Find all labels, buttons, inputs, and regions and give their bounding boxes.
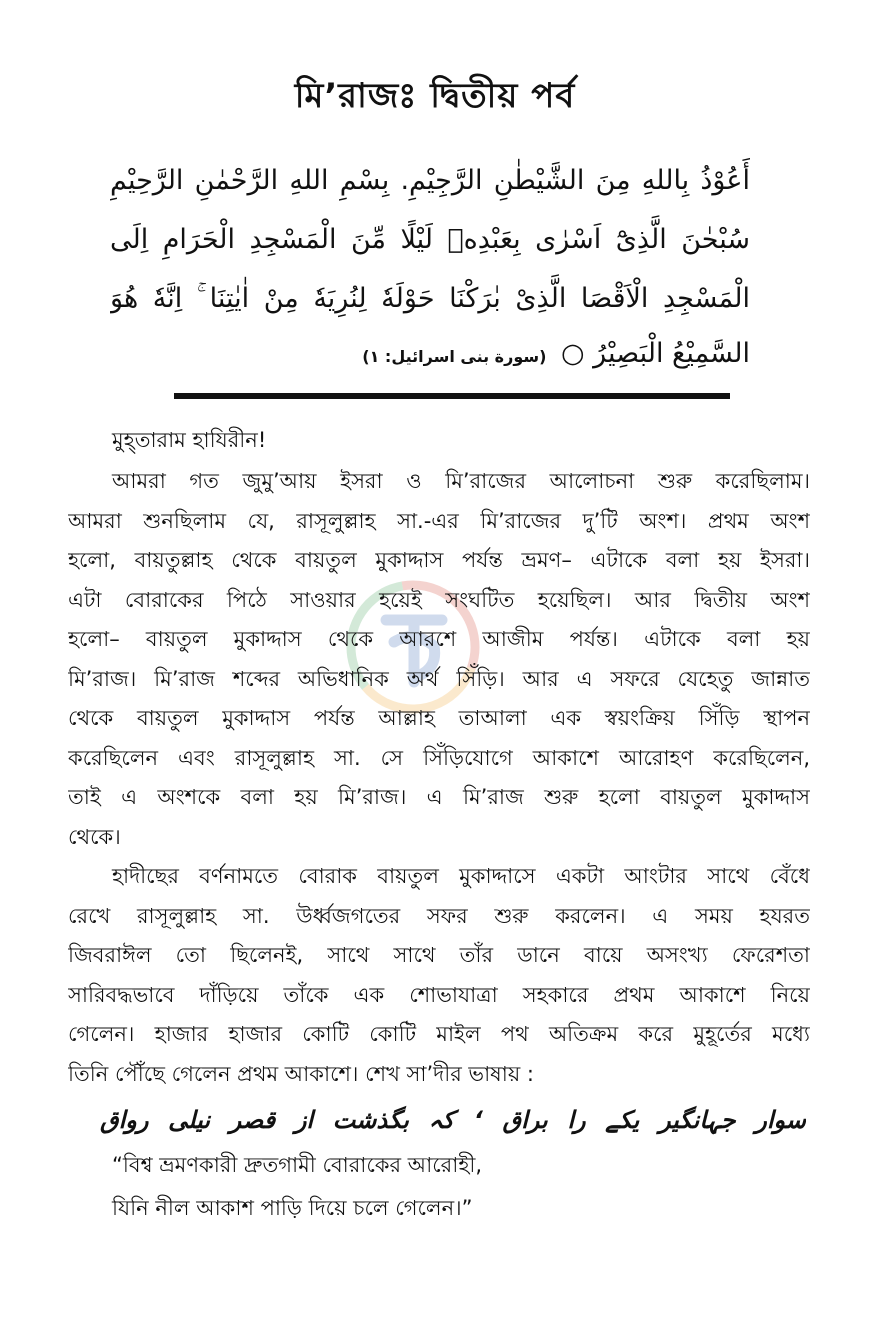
section-divider xyxy=(174,393,730,399)
paragraph-2 xyxy=(68,857,810,1094)
translation-line-2: যিনি নীল আকাশ পাড়ি দিয়ে চলে গেলেন।” xyxy=(112,1196,473,1220)
paragraph-line: রেখে রাসূলুল্লাহ সা. উর্ধ্বজগতের সফর শুরু করলেন। এ সময় হযরত xyxy=(68,903,810,928)
arabic-verse-line-4 xyxy=(110,325,750,386)
paragraph-line: এটা বোরাকের পিঠে সাওয়ার হয়েই সংঘটিত হয়েছিল। আর দ্বিতীয় অংশ xyxy=(68,587,810,612)
arabic-verse-line-3: الْمَسْجِدِ الْاَقْصَا الَّذِىْ بٰرَكْنَا حَوْلَهٗ لِنُرِيَهٗ مِنْ اٰيٰتِنَا ۚ اِنَّهٗ هُوَ xyxy=(110,283,750,314)
paragraph-line: তিনি পৌঁছে গেলেন প্রথম আকাশে। শেখ সা’দীর ভাষায় : xyxy=(68,1061,534,1086)
paragraph-line: থেকে। xyxy=(68,824,121,849)
paragraph-line: হলো, বায়তুল্লাহ থেকে বায়তুল মুকাদ্দাস পর্যন্ত ভ্রমণ– এটাকে বলা হয় ইসরা। xyxy=(68,548,810,572)
paragraph-line: আমরা গত জুমু’আয় ইসরা ও মি’রাজের আলোচনা শুরু করেছিলাম। xyxy=(112,469,810,493)
paragraph-line: সারিবদ্ধভাবে দাঁড়িয়ে তাঁকে এক শোভাযাত্রা সহকারে প্রথম আকাশে নিয়ে xyxy=(68,982,810,1007)
paragraph-line: করেছিলেন এবং রাসূলুল্লাহ সা. সে সিঁড়িযোগে আকাশে আরোহণ করেছিলেন, xyxy=(68,745,810,770)
paragraph-line: থেকে বায়তুল মুকাদ্দাস পর্যন্ত আল্লাহ তাআলা এক স্বয়ংক্রিয় সিঁড়ি স্থাপন xyxy=(68,706,810,730)
paragraph-line: আমরা শুনছিলাম যে, রাসূলুল্লাহ সা.-এর মি’রাজের দু’টি অংশ। প্রথম অংশ xyxy=(68,508,810,533)
persian-couplet: سوار جہانگیر یکے را براق ‘ کہ بگذشت از قصر نیلی رواق xyxy=(100,1106,806,1134)
paragraph-line: হাদীছের বর্ণনামতে বোরাক বায়তুল মুকাদ্দাসে একটা আংটার সাথে বেঁধে xyxy=(112,864,810,888)
surah-reference: (سورة بنى اسرائيل: ١) xyxy=(362,347,547,366)
greeting: মুহ্‌তারাম হাযিরীন! xyxy=(112,428,267,452)
paragraph-line: মি’রাজ। মি’রাজ শব্দের অভিধানিক অর্থ সিঁড়ি। আর এ সফরে যেহেতু জান্নাত xyxy=(68,666,810,691)
arabic-verse-line-1: أَعُوْذُ بِاللهِ مِنَ الشَّيْطٰنِ الرَّجِيْمِ. بِسْمِ اللهِ الرَّحْمٰنِ الرَّحِيْمِ xyxy=(110,165,750,196)
arabic-verse-ending: السَّمِيْعُ الْبَصِيْرُ ○ xyxy=(561,338,750,369)
paragraph-line: হলো– বায়তুল মুকাদ্দাস থেকে আরশে আজীম পর্যন্ত। এটাকে বলা হয় xyxy=(68,627,810,651)
paragraph-line: গেলেন। হাজার হাজার কোটি কোটি মাইল পথ অতিক্রম করে মুহূর্তের মধ্যে xyxy=(68,1022,810,1046)
arabic-verse-line-2: سُبْحٰنَ الَّذِىْٓ اَسْرٰى بِعَبْدِهٖ لَيْلًا مِّنَ الْمَسْجِدِ الْحَرَامِ اِلَى xyxy=(110,224,750,255)
paragraph-line: জিবরাঈল তো ছিলেনই, সাথে সাথে তাঁর ডানে বায়ে অসংখ্য ফেরেশতা xyxy=(68,943,810,967)
translation-line-1: “বিশ্ব ভ্রমণকারী দ্রুতগামী বোরাকের আরোহী, xyxy=(112,1153,483,1177)
page-title: মি’রাজঃ দ্বিতীয় পর্ব xyxy=(294,76,576,116)
paragraph-1 xyxy=(68,462,810,857)
paragraph-line: তাই এ অংশকে বলা হয় মি’রাজ। এ মি’রাজ শুরু হলো বায়তুল মুকাদ্দাস xyxy=(68,785,810,809)
